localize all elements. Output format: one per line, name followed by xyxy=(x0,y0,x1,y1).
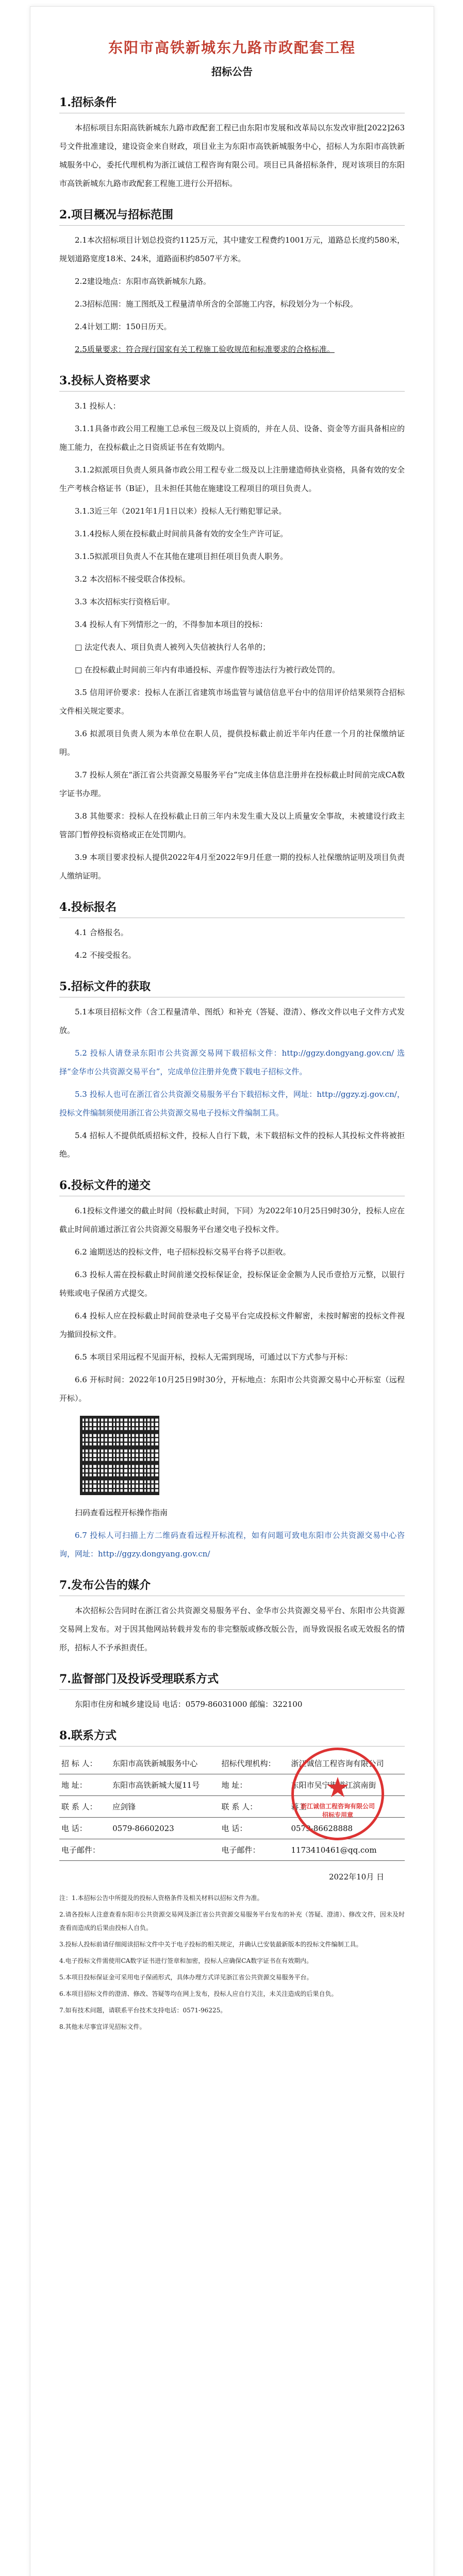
seal-text: 浙江诚信工程咨询有限公司 xyxy=(300,1803,375,1810)
section-heading-1: 1.招标条件 xyxy=(59,94,405,113)
paragraph: 本招标项目东阳高铁新城东九路市政配套工程已由东阳市发展和改革局以东发改审批[2022]263号文件批准建设，建设资金来自财政，项目业主为东阳市高铁新城服务中心，招标人为东阳市高铁新城服务中心，委托代理机构为浙江诚信工程咨询有限公司。项目已具备招标条件，现对该项目的东阳市高铁新城东九路市政配套工程施工进行公开招标。 xyxy=(59,123,405,188)
value: 东阳市高铁新城服务中心 xyxy=(110,1753,219,1774)
paragraph: 6.2 逾期送达的投标文件，电子招标投标交易平台将予以拒收。 xyxy=(75,1247,291,1257)
label: 地 址： xyxy=(220,1774,289,1796)
paragraph: 6.1投标文件递交的截止时间（投标截止时间，下同）为2022年10月25日9时30分，投标人应在截止时间前通过浙江省公共资源交易服务平台递交电子投标文件。 xyxy=(59,1206,405,1234)
paragraph: 5.1本项目招标文件（含工程量清单、图纸）和补充（答疑、澄清）、修改文件以电子文件方式发放。 xyxy=(59,1007,405,1035)
note: 注：1.本招标公告中所提及的投标人资格条件及相关材料以招标文件为准。 xyxy=(59,1894,263,1902)
company-seal xyxy=(291,1748,384,1840)
paragraph: 3.3 本次招标实行资格后审。 xyxy=(75,597,175,606)
notes-block xyxy=(59,1891,405,2033)
paragraph: 6.4 投标人应在投标截止时间前登录电子交易平台完成投标文件解密，未按时解密的投标文件视为撤回投标文件。 xyxy=(59,1311,405,1339)
link-paragraph[interactable]: 6.7 投标人可扫描上方二维码查看远程开标流程，如有问题可致电东阳市公共资源交易中心咨询，网址：http://ggzy.dongyang.gov.cn/ xyxy=(59,1531,405,1558)
paragraph: 3.8 其他要求：投标人在投标截止日前三年内未发生重大及以上质量安全事故，未被建设行政主管部门暂停投标资格或正在处罚期内。 xyxy=(59,811,405,839)
link-paragraph[interactable]: 5.3 投标人也可在浙江省公共资源交易服务平台下载招标文件，网址：http://ggzy.zj.gov.cn/，投标文件编制须使用浙江省公共资源交易电子投标文件编制工具。 xyxy=(59,1090,405,1117)
section-heading-5: 5.招标文件的获取 xyxy=(59,978,405,997)
value: 东阳市吴宁街道江滨南街 xyxy=(289,1774,405,1796)
paragraph: 5.4 招标人不提供纸质招标文件，投标人自行下载，未下载招标文件的投标人其投标文件将被拒绝。 xyxy=(59,1131,405,1159)
paragraph: 4.2 不接受报名。 xyxy=(75,951,136,960)
paragraph: 3.4 投标人有下列情形之一的，不得参加本项目的投标： xyxy=(75,620,268,629)
section-heading-3: 3.投标人资格要求 xyxy=(59,372,405,392)
value xyxy=(110,1839,219,1861)
checkbox-item: □ 在投标截止时间前三年内有串通投标、弄虚作假等违法行为被行政处罚的。 xyxy=(75,665,340,674)
value: 应剑锋 xyxy=(110,1796,219,1818)
paragraph: 2.4计划工期：150日历天。 xyxy=(75,322,172,331)
note: 5.本项目投标保证金可采用电子保函形式，具体办理方式详见浙江省公共资源交易服务平台。 xyxy=(59,1974,313,1981)
section-heading-9: 8.联系方式 xyxy=(59,1727,405,1747)
paragraph: 4.1 合格报名。 xyxy=(75,928,128,937)
paragraph: 3.6 拟派项目负责人须为本单位在职人员，提供投标截止前近半年内任意一个月的社保缴纳证明。 xyxy=(59,729,405,757)
value: 蒋工 xyxy=(289,1796,405,1818)
label: 招标代理机构： xyxy=(220,1753,289,1774)
label: 电子邮件： xyxy=(59,1839,110,1861)
label: 电 话： xyxy=(59,1818,110,1839)
qr-code-icon[interactable] xyxy=(80,1416,159,1495)
value: 东阳市高铁新城大厦11号 xyxy=(110,1774,219,1796)
paragraph: 3.1.5拟派项目负责人不在其他在建项目担任项目负责人职务。 xyxy=(75,552,288,561)
paragraph: 6.3 投标人需在投标截止时间前递交投标保证金，投标保证金金额为人民币壹拾万元整，以银行转账或电子保函方式提交。 xyxy=(59,1270,405,1298)
paragraph: 3.7 投标人须在“浙江省公共资源交易服务平台”完成主体信息注册并在投标截止时间前完成CA数字证书办理。 xyxy=(59,770,405,798)
paragraph: 3.1.2拟派项目负责人须具备市政公用工程专业二级及以上注册建造师执业资格，具备有效的安全生产考核合格证书（B证），且未担任其他在施建设工程项目的项目负责人。 xyxy=(59,465,405,493)
contact-block xyxy=(59,1753,405,1861)
table-row xyxy=(59,1839,405,1861)
section-heading-8: 7.监督部门及投诉受理联系方式 xyxy=(59,1670,405,1690)
paragraph: 2.2建设地点：东阳市高铁新城东九路。 xyxy=(75,277,211,286)
paragraph: 2.5质量要求：符合现行国家有关工程施工验收规范和标准要求的合格标准。 xyxy=(75,345,335,354)
paragraph: 3.2 本次招标不接受联合体投标。 xyxy=(75,574,190,584)
document-subtitle: 招标公告 xyxy=(211,65,253,78)
link-paragraph[interactable]: 5.2 投标人请登录东阳市公共资源交易网下载招标文件：http://ggzy.dongyang.gov.cn/ 选择“金华市公共资源交易平台”，完成单位注册并免费下载电子招标文件。 xyxy=(59,1048,405,1076)
value: 0579-86628888 xyxy=(289,1818,405,1839)
value: 0579-86602023 xyxy=(110,1818,219,1839)
note: 8.其他未尽事宜详见招标文件。 xyxy=(59,2023,146,2030)
note: 4.电子投标文件需使用CA数字证书进行签章和加密，投标人应确保CA数字证书在有效期内。 xyxy=(59,1957,313,1964)
paragraph: 3.1.4投标人须在投标截止时间前具备有效的安全生产许可证。 xyxy=(75,529,288,538)
paragraph: 3.9 本项目要求投标人提供2022年4月至2022年9月任意一期的投标人社保缴纳证明及项目负责人缴纳证明。 xyxy=(59,853,405,880)
paragraph: 6.6 开标时间：2022年10月25日9时30分，开标地点：东阳市公共资源交易中心开标室（远程开标）。 xyxy=(59,1375,405,1403)
note: 6.本项目招标文件的澄清、修改、答疑等均在网上发布，投标人应自行关注，未关注造成的后果自负。 xyxy=(59,1990,338,1997)
document-title: 东阳市高铁新城东九路市政配套工程 xyxy=(108,39,356,56)
page-content xyxy=(30,7,434,2033)
paragraph: 6.5 本项目采用远程不见面开标，投标人无需到现场，可通过以下方式参与开标： xyxy=(75,1352,353,1362)
note: 7.如有技术问题，请联系平台技术支持电话：0571-96225。 xyxy=(59,2007,227,2014)
paragraph: 3.1.3近三年（2021年1月1日以来）投标人无行贿犯罪记录。 xyxy=(75,506,287,516)
paragraph: 3.1 投标人： xyxy=(75,401,121,411)
section-heading-2: 2.项目概况与招标范围 xyxy=(59,206,405,226)
label: 电子邮件： xyxy=(220,1839,289,1861)
qr-caption: 扫码查看远程开标操作指南 xyxy=(75,1508,168,1517)
label: 联 系 人： xyxy=(59,1796,110,1818)
checkbox-item: □ 法定代表人、项目负责人被列入失信被执行人名单的； xyxy=(75,642,270,652)
section-heading-4: 4.投标报名 xyxy=(59,899,405,918)
section-heading-6: 6.投标文件的递交 xyxy=(59,1177,405,1196)
section-heading-7: 7.发布公告的媒介 xyxy=(59,1577,405,1596)
star-icon: ★ xyxy=(325,1771,351,1804)
label: 电 话： xyxy=(220,1818,289,1839)
paragraph: 3.1.1具备市政公用工程施工总承包三级及以上资质的，并在人员、设备、资金等方面具备相应的施工能力，在投标截止之日资质证书在有效期内。 xyxy=(59,424,405,452)
seal-subtext: 招标专用章 xyxy=(322,1811,353,1819)
note: 3.投标人投标前请仔细阅读招标文件中关于电子投标的相关规定，并确认已安装最新版本的投标文件编制工具。 xyxy=(59,1941,362,1948)
signature-date: 2022年10月 日 xyxy=(328,1872,384,1882)
value: 1173410461@qq.com xyxy=(289,1839,405,1861)
paragraph: 2.3招标范围：施工图纸及工程量清单所含的全部施工内容，标段划分为一个标段。 xyxy=(75,299,358,309)
paragraph: 东阳市住房和城乡建设局 电话：0579-86031000 邮编：322100 xyxy=(75,1700,303,1709)
document-page-1 xyxy=(30,6,434,2576)
label: 地 址： xyxy=(59,1774,110,1796)
paragraph: 本次招标公告同时在浙江省公共资源交易服务平台、金华市公共资源交易平台、东阳市公共资源交易网上发布。对于因其他网站转载并发布的非完整版或修改版公告，而导致误报名或无效报名的情形，招标人不予承担责任。 xyxy=(59,1606,405,1652)
paragraph: 2.1本次招标项目计划总投资约1125万元，其中建安工程费约1001万元，道路总长度约580米，规划道路宽度18米、24米，道路面积约8507平方米。 xyxy=(59,235,405,263)
label: 招 标 人： xyxy=(59,1753,110,1774)
label: 联 系 人： xyxy=(220,1796,289,1818)
value: 浙江诚信工程咨询有限公司 xyxy=(289,1753,405,1774)
paragraph: 3.5 信用评价要求：投标人在浙江省建筑市场监管与诚信信息平台中的信用评价结果须符合招标文件相关规定要求。 xyxy=(59,688,405,716)
note: 2.请各投标人注意查看东阳市公共资源交易网及浙江省公共资源交易服务平台发布的补充（答疑、澄清）、修改文件，因未及时查看而造成的后果由投标人自负。 xyxy=(59,1911,405,1931)
